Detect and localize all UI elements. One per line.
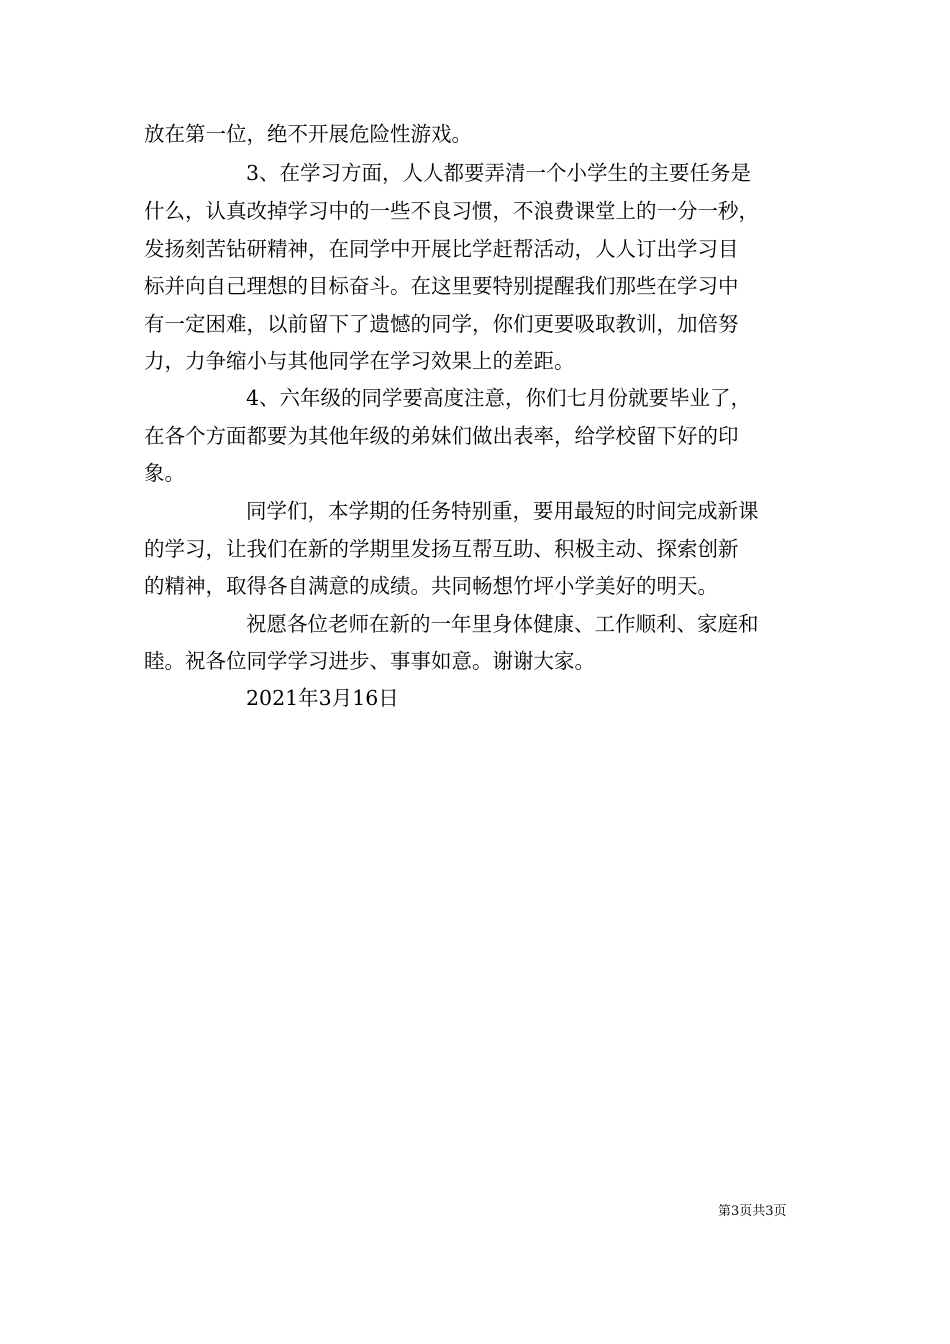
body-text-line: 睦。祝各位同学学习进步、事事如意。谢谢大家。 [144, 649, 595, 673]
body-text-line: 有一定困难，以前留下了遗憾的同学，你们更要吸取教训，加倍努 [144, 312, 739, 336]
body-text-line: 标并向自己理想的目标奋斗。在这里要特别提醒我们那些在学习中 [144, 274, 739, 298]
date-line: 2021年3月16日 [246, 686, 399, 710]
body-text-line: 放在第一位，绝不开展危险性游戏。 [144, 122, 472, 146]
body-text-line: 在各个方面都要为其他年级的弟妹们做出表率，给学校留下好的印 [144, 424, 739, 448]
body-text-line: 4、六年级的同学要高度注意，你们七月份就要毕业了， [246, 386, 752, 410]
body-text-line: 什么，认真改掉学习中的一些不良习惯，不浪费课堂上的一分一秒， [144, 199, 759, 223]
body-text-line: 的学习，让我们在新的学期里发扬互帮互助、积极主动、探索创新 [144, 537, 739, 561]
body-text-line: 祝愿各位老师在新的一年里身体健康、工作顺利、家庭和 [246, 612, 759, 636]
body-text-line: 的精神，取得各自满意的成绩。共同畅想竹坪小学美好的明天。 [144, 574, 718, 598]
body-text-line: 3、在学习方面，人人都要弄清一个小学生的主要任务是 [246, 161, 752, 185]
body-text-line: 力，力争缩小与其他同学在学习效果上的差距。 [144, 349, 575, 373]
body-text-line: 象。 [144, 461, 185, 485]
body-text-line: 同学们，本学期的任务特别重，要用最短的时间完成新课 [246, 499, 759, 523]
page-footer: 第3页共3页 [718, 1204, 787, 1219]
body-text-line: 发扬刻苦钻研精神，在同学中开展比学赶帮活动，人人订出学习目 [144, 237, 739, 261]
